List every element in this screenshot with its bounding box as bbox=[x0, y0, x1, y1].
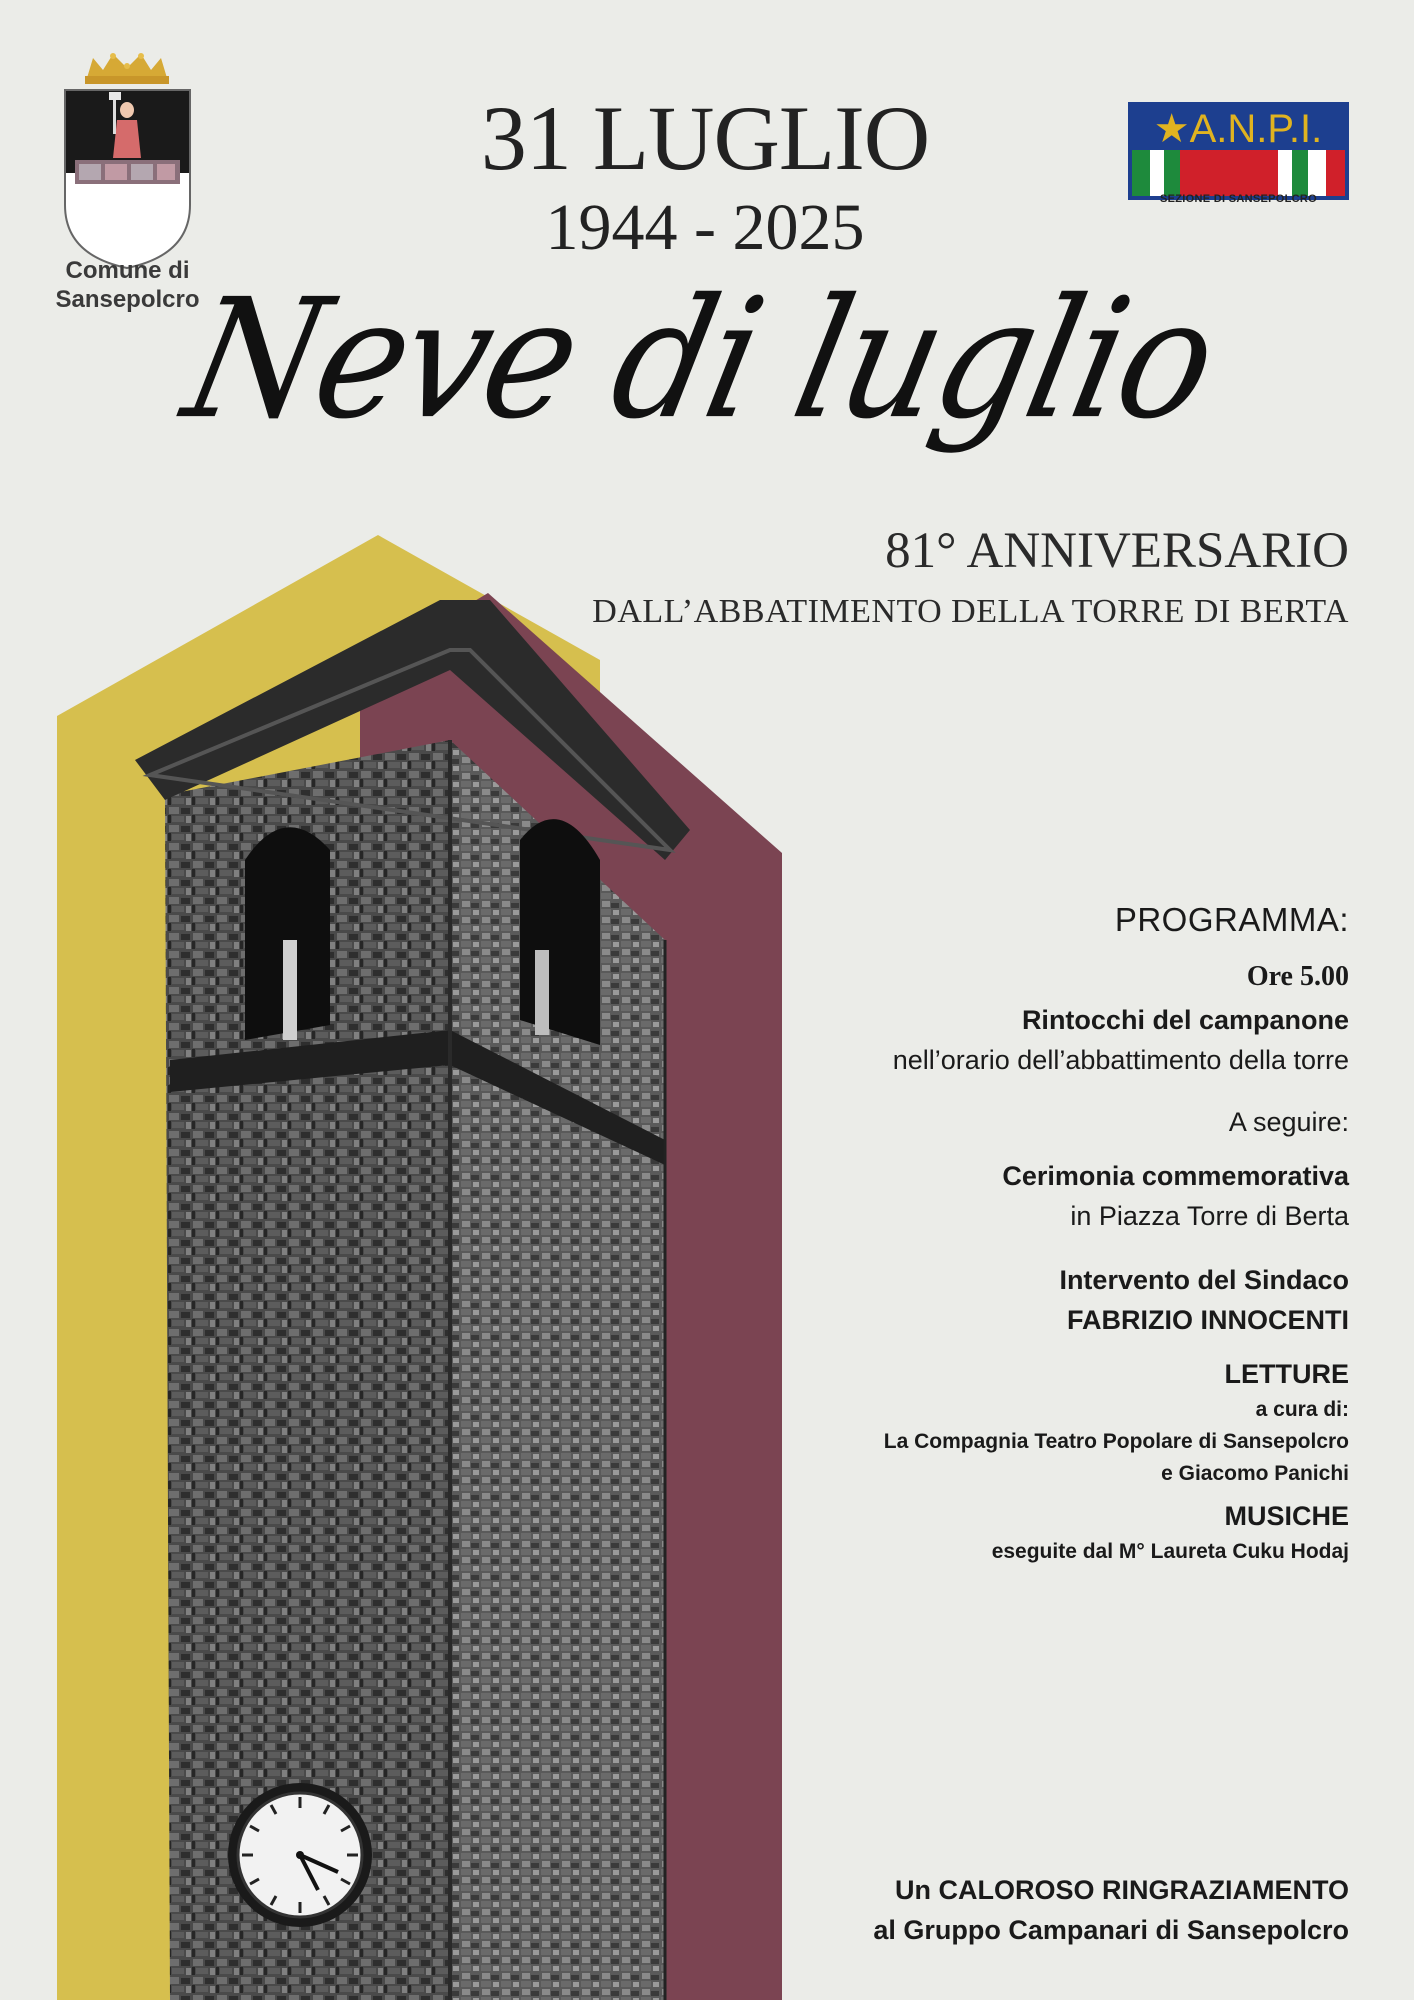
event1-title: Rintocchi del campanone bbox=[1021, 1005, 1349, 1035]
bell-window-right bbox=[520, 819, 600, 1045]
event2-title: Cerimonia commemorativa bbox=[1002, 1161, 1349, 1191]
readings-line2: e Giacomo Panichi bbox=[1161, 1462, 1349, 1485]
anpi-text: ★A.N.P.I. bbox=[1153, 107, 1323, 151]
thanks bbox=[873, 1870, 1349, 1950]
event-date: 31 LUGLIO bbox=[480, 87, 930, 189]
thanks-line2: al Gruppo Campanari di Sansepolcro bbox=[873, 1915, 1349, 1945]
readings-title: LETTURE bbox=[1224, 1359, 1349, 1389]
comune-name-line2: Sansepolcro bbox=[55, 286, 200, 313]
anniversary-subtitle: DALL’ABBATIMENTO DELLA TORRE DI BERTA bbox=[592, 593, 1349, 630]
anniversary-label: 81° ANNIVERSARIO bbox=[885, 523, 1349, 579]
event3-title: Intervento del Sindaco bbox=[1059, 1265, 1349, 1295]
readings-line1: La Compagnia Teatro Popolare di Sansepolcro bbox=[883, 1430, 1349, 1453]
anpi-section-label: SEZIONE DI SANSEPOLCRO bbox=[1160, 193, 1317, 205]
event3-name: FABRIZIO INNOCENTI bbox=[1067, 1305, 1349, 1335]
event2-desc: in Piazza Torre di Berta bbox=[1070, 1201, 1349, 1231]
poster-title: Neve di luglio bbox=[170, 264, 1230, 456]
programme-heading: PROGRAMMA: bbox=[1114, 901, 1349, 938]
readings-by: a cura di: bbox=[1255, 1398, 1349, 1421]
programme bbox=[629, 900, 1349, 1568]
event-years: 1944 - 2025 bbox=[545, 191, 865, 264]
thanks-line1: Un CALOROSO RINGRAZIAMENTO bbox=[895, 1875, 1349, 1905]
comune-name-line1: Comune di bbox=[65, 257, 190, 284]
clock-face-icon bbox=[228, 1783, 372, 1927]
programme-time: Ore 5.00 bbox=[1246, 961, 1349, 992]
follow-label: A seguire: bbox=[1228, 1107, 1349, 1137]
music-desc: eseguite dal M° Laureta Cuku Hodaj bbox=[991, 1540, 1349, 1563]
music-title: MUSICHE bbox=[1224, 1501, 1349, 1531]
event1-desc: nell’orario dell’abbattimento della torre bbox=[892, 1045, 1349, 1075]
